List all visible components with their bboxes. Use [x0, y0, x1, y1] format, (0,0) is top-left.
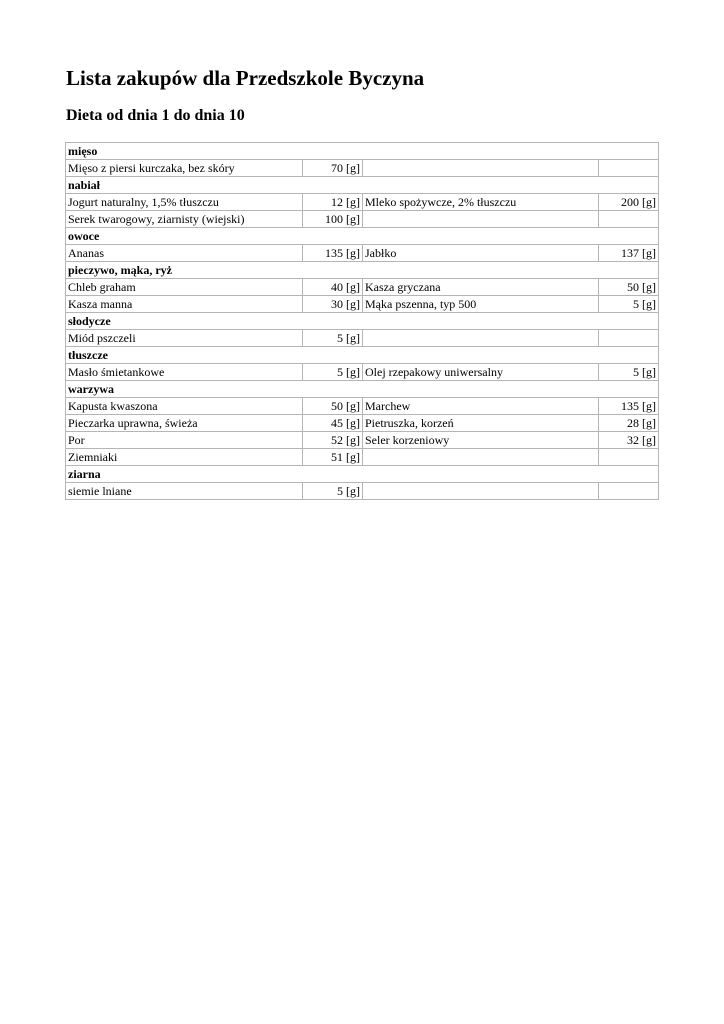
category-row	[66, 143, 659, 160]
item-quantity: 70 [g]	[303, 160, 363, 177]
item-quantity	[599, 211, 659, 228]
item-quantity: 135 [g]	[303, 245, 363, 262]
item-quantity: 50 [g]	[303, 398, 363, 415]
item-quantity: 52 [g]	[303, 432, 363, 449]
category-name: warzywa	[66, 381, 659, 398]
category-name: pieczywo, mąka, ryż	[66, 262, 659, 279]
category-row	[66, 228, 659, 245]
item-quantity: 32 [g]	[599, 432, 659, 449]
table-row	[66, 194, 659, 211]
table-row	[66, 415, 659, 432]
item-name: Masło śmietankowe	[66, 364, 303, 381]
item-quantity: 28 [g]	[599, 415, 659, 432]
table-row	[66, 279, 659, 296]
item-name: Mięso z piersi kurczaka, bez skóry	[66, 160, 303, 177]
table-row	[66, 449, 659, 466]
item-quantity	[599, 160, 659, 177]
item-name: Ananas	[66, 245, 303, 262]
item-name: Mleko spożywcze, 2% tłuszczu	[363, 194, 599, 211]
item-name: Jogurt naturalny, 1,5% tłuszczu	[66, 194, 303, 211]
category-row	[66, 177, 659, 194]
item-name: Ziemniaki	[66, 449, 303, 466]
table-row	[66, 398, 659, 415]
table-row	[66, 483, 659, 500]
item-name: Kasza gryczana	[363, 279, 599, 296]
item-quantity	[599, 449, 659, 466]
category-row	[66, 262, 659, 279]
item-name: Mąka pszenna, typ 500	[363, 296, 599, 313]
item-quantity: 135 [g]	[599, 398, 659, 415]
item-name: Pietruszka, korzeń	[363, 415, 599, 432]
item-quantity: 51 [g]	[303, 449, 363, 466]
item-name: Miód pszczeli	[66, 330, 303, 347]
item-quantity: 137 [g]	[599, 245, 659, 262]
item-quantity: 12 [g]	[303, 194, 363, 211]
table-row	[66, 364, 659, 381]
table-row	[66, 432, 659, 449]
category-name: słodycze	[66, 313, 659, 330]
shopping-list-table	[65, 142, 659, 500]
item-quantity: 50 [g]	[599, 279, 659, 296]
item-name: Kapusta kwaszona	[66, 398, 303, 415]
item-name: Seler korzeniowy	[363, 432, 599, 449]
table-row	[66, 160, 659, 177]
item-name: siemie lniane	[66, 483, 303, 500]
category-name: tłuszcze	[66, 347, 659, 364]
item-name: Marchew	[363, 398, 599, 415]
item-quantity: 200 [g]	[599, 194, 659, 211]
item-name: Chleb graham	[66, 279, 303, 296]
category-row	[66, 381, 659, 398]
item-name: Kasza manna	[66, 296, 303, 313]
category-row	[66, 313, 659, 330]
item-name: Jabłko	[363, 245, 599, 262]
category-name: mięso	[66, 143, 659, 160]
category-row	[66, 466, 659, 483]
table-row	[66, 296, 659, 313]
item-name: Pieczarka uprawna, świeża	[66, 415, 303, 432]
category-name: ziarna	[66, 466, 659, 483]
item-name: Por	[66, 432, 303, 449]
category-row	[66, 347, 659, 364]
item-quantity: 45 [g]	[303, 415, 363, 432]
page-title: Lista zakupów dla Przedszkole Byczyna	[66, 66, 425, 90]
item-quantity: 40 [g]	[303, 279, 363, 296]
item-name: Olej rzepakowy uniwersalny	[363, 364, 599, 381]
category-name: nabiał	[66, 177, 659, 194]
category-name: owoce	[66, 228, 659, 245]
page-subtitle: Dieta od dnia 1 do dnia 10	[66, 107, 245, 124]
item-quantity: 5 [g]	[303, 330, 363, 347]
item-name	[363, 483, 599, 500]
item-quantity: 5 [g]	[303, 364, 363, 381]
item-quantity: 5 [g]	[303, 483, 363, 500]
item-quantity	[599, 330, 659, 347]
item-name	[363, 211, 599, 228]
table-row	[66, 245, 659, 262]
table-row	[66, 211, 659, 228]
item-name	[363, 449, 599, 466]
item-name	[363, 330, 599, 347]
item-quantity: 5 [g]	[599, 296, 659, 313]
item-name	[363, 160, 599, 177]
item-quantity	[599, 483, 659, 500]
shopping-list-body	[66, 143, 659, 500]
item-quantity: 100 [g]	[303, 211, 363, 228]
item-name: Serek twarogowy, ziarnisty (wiejski)	[66, 211, 303, 228]
item-quantity: 30 [g]	[303, 296, 363, 313]
item-quantity: 5 [g]	[599, 364, 659, 381]
table-row	[66, 330, 659, 347]
